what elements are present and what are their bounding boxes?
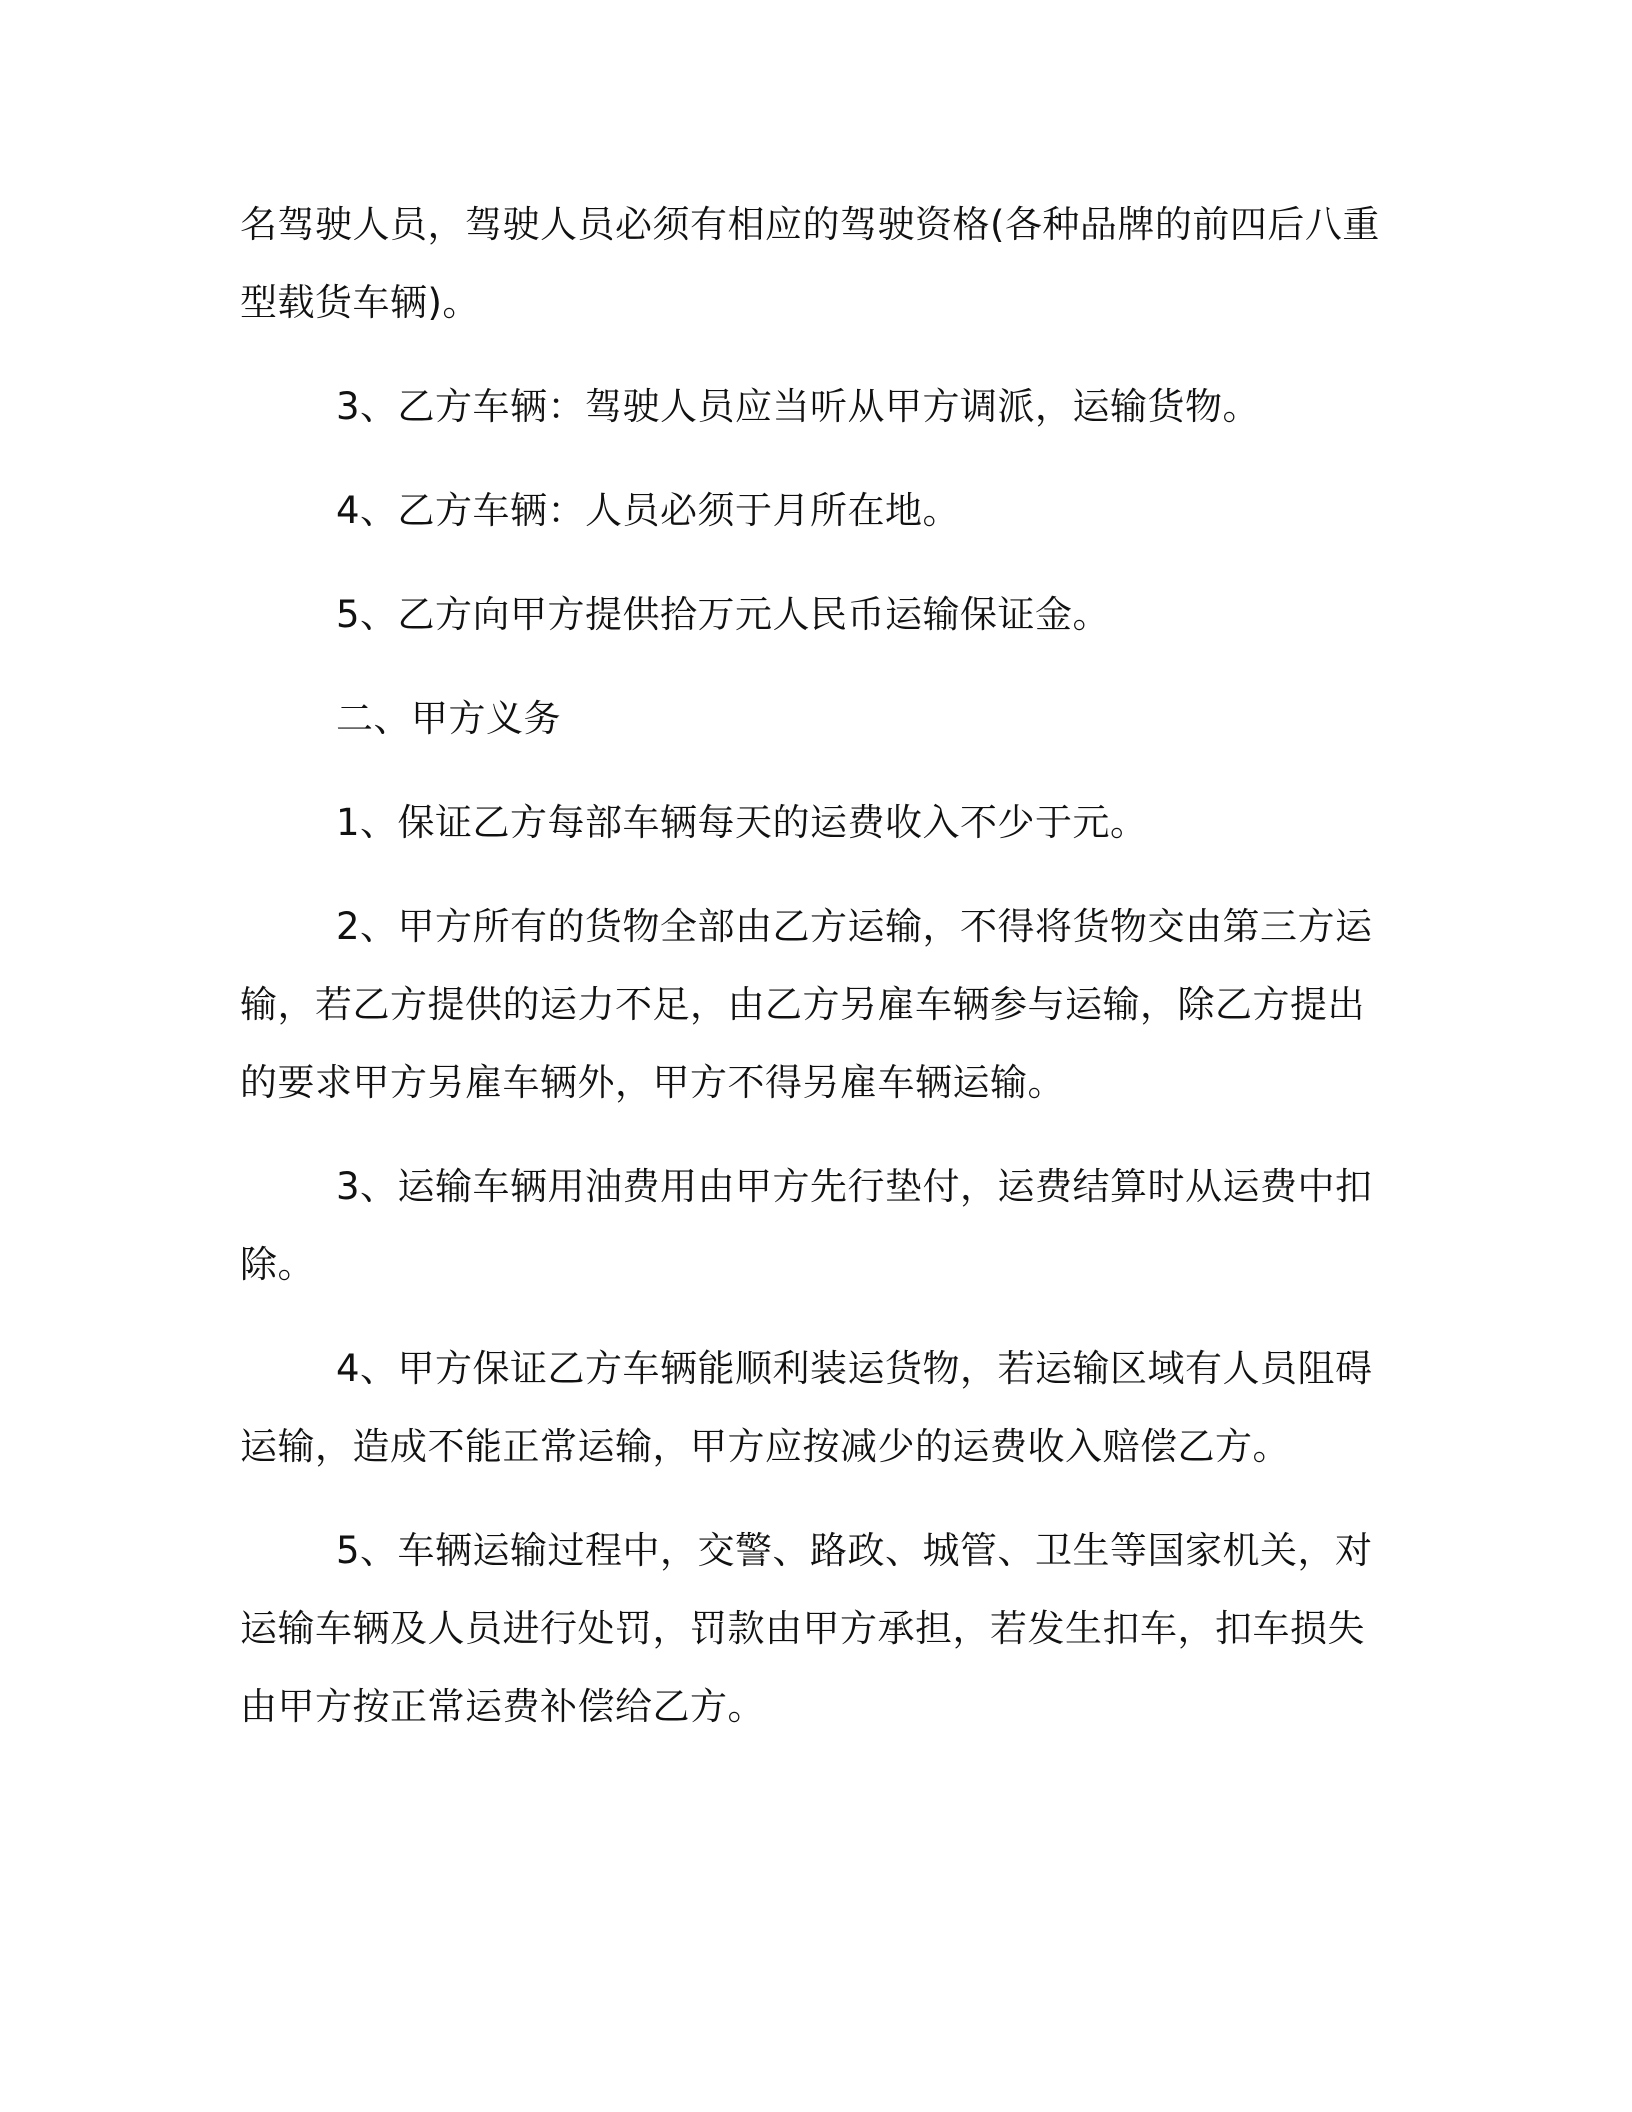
paragraph-a-item-2-transport: 2、甲方所有的货物全部由乙方运输，不得将货物交由第三方运输，若乙方提供的运力不足，由乙方另雇车辆参与运输，除乙方提出的要求甲方另雇车辆外，甲方不得另雇车辆运输。 — [240, 905, 1373, 1104]
paragraph-item-4-location: 4、乙方车辆：人员必须于月所在地。 — [336, 489, 961, 532]
paragraph-a-item-1-income: 1、保证乙方每部车辆每天的运费收入不少于元。 — [336, 801, 1148, 844]
paragraph-a-item-5-penalties: 5、车辆运输过程中，交警、路政、城管、卫生等国家机关，对运输车辆及人员进行处罚，罚款由甲方承担，若发生扣车，扣车损失由甲方按正常运费补偿给乙方。 — [240, 1529, 1373, 1728]
paragraph-driver-qualification: 名驾驶人员，驾驶人员必须有相应的驾驶资格(各种品牌的前四后八重型载货车辆)。 — [240, 203, 1380, 324]
paragraph-item-5-deposit: 5、乙方向甲方提供拾万元人民币运输保证金。 — [336, 593, 1111, 636]
paragraph-a-item-4-loading: 4、甲方保证乙方车辆能顺利装运货物，若运输区域有人员阻碍运输，造成不能正常运输，甲方应按减少的运费收入赔偿乙方。 — [240, 1347, 1373, 1468]
section-heading-party-a-obligations: 二、甲方义务 — [336, 697, 561, 740]
paragraph-item-3-dispatch: 3、乙方车辆：驾驶人员应当听从甲方调派，运输货物。 — [336, 385, 1261, 428]
paragraph-a-item-3-fuel: 3、运输车辆用油费用由甲方先行垫付，运费结算时从运费中扣除。 — [240, 1165, 1373, 1286]
document-body — [240, 186, 1380, 1772]
